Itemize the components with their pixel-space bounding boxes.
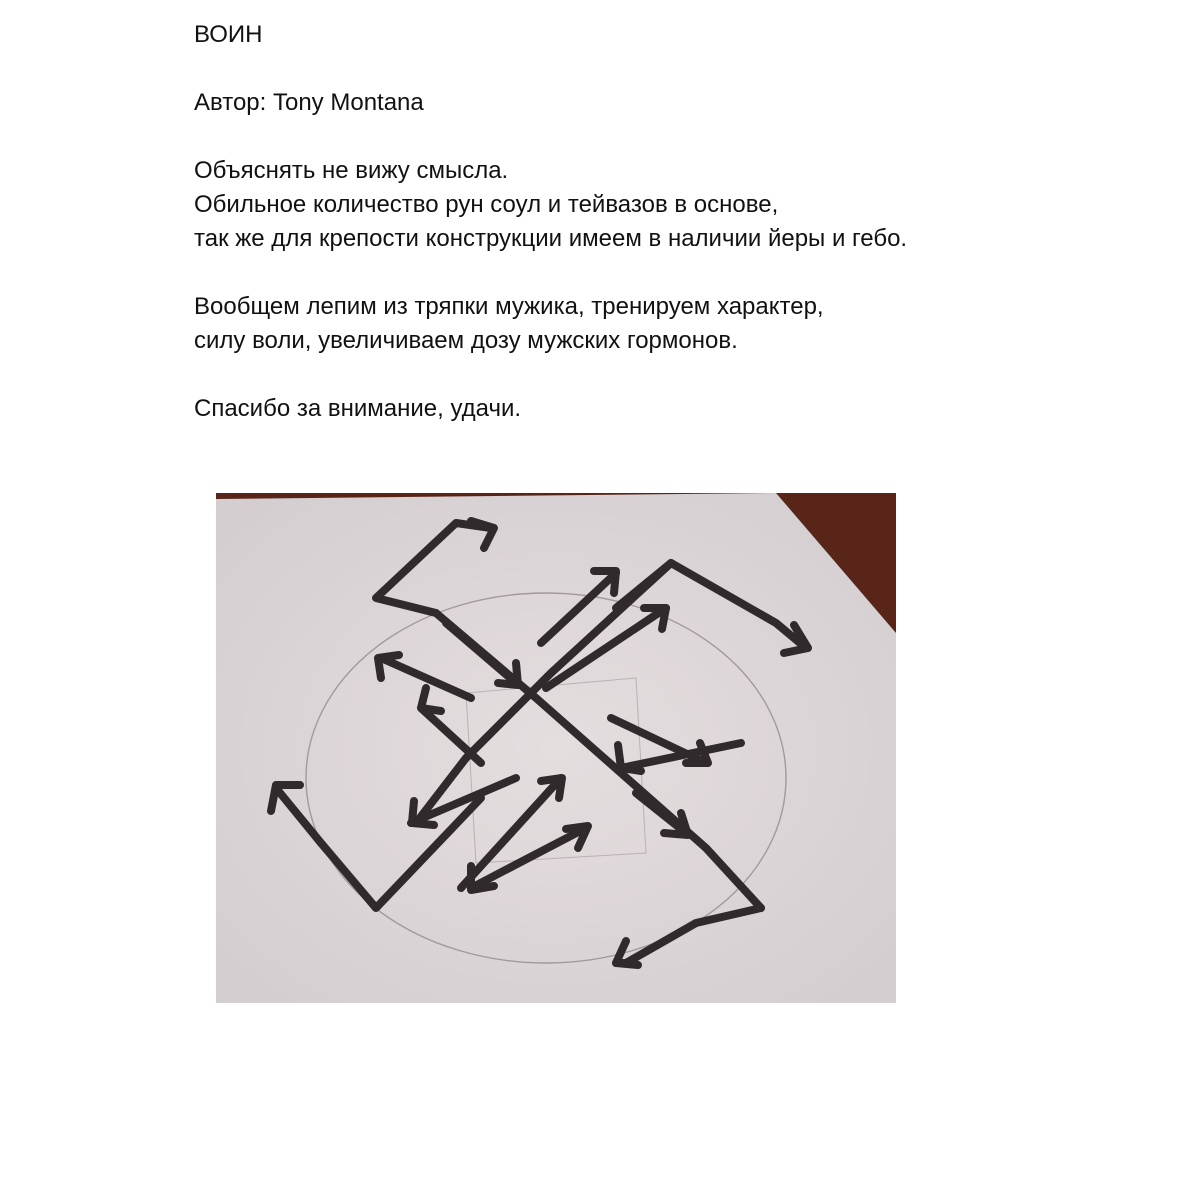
document-title: ВОИН (194, 21, 263, 48)
paragraph-1-line-2: Обильное количество рун соул и тейвазов в основе, (194, 191, 779, 218)
paragraph-1-line-3: так же для крепости конструкции имеем в наличии йеры и гебо. (194, 225, 908, 252)
paragraph-1-line-1: Объяснять не вижу смысла. (194, 157, 509, 184)
runic-drawing-svg (216, 493, 896, 1003)
photo-tint (216, 493, 896, 1003)
paragraph-2-line-1: Вообщем лепим из тряпки мужика, тренируем характер, (194, 293, 824, 320)
document-text (194, 18, 1154, 426)
author-line: Автор: Tony Montana (194, 89, 424, 116)
paragraph-2-line-2: силу воли, увеличиваем дозу мужских гормонов. (194, 327, 738, 354)
runic-drawing-photo (216, 493, 896, 1003)
closing-line: Спасибо за внимание, удачи. (194, 395, 522, 422)
